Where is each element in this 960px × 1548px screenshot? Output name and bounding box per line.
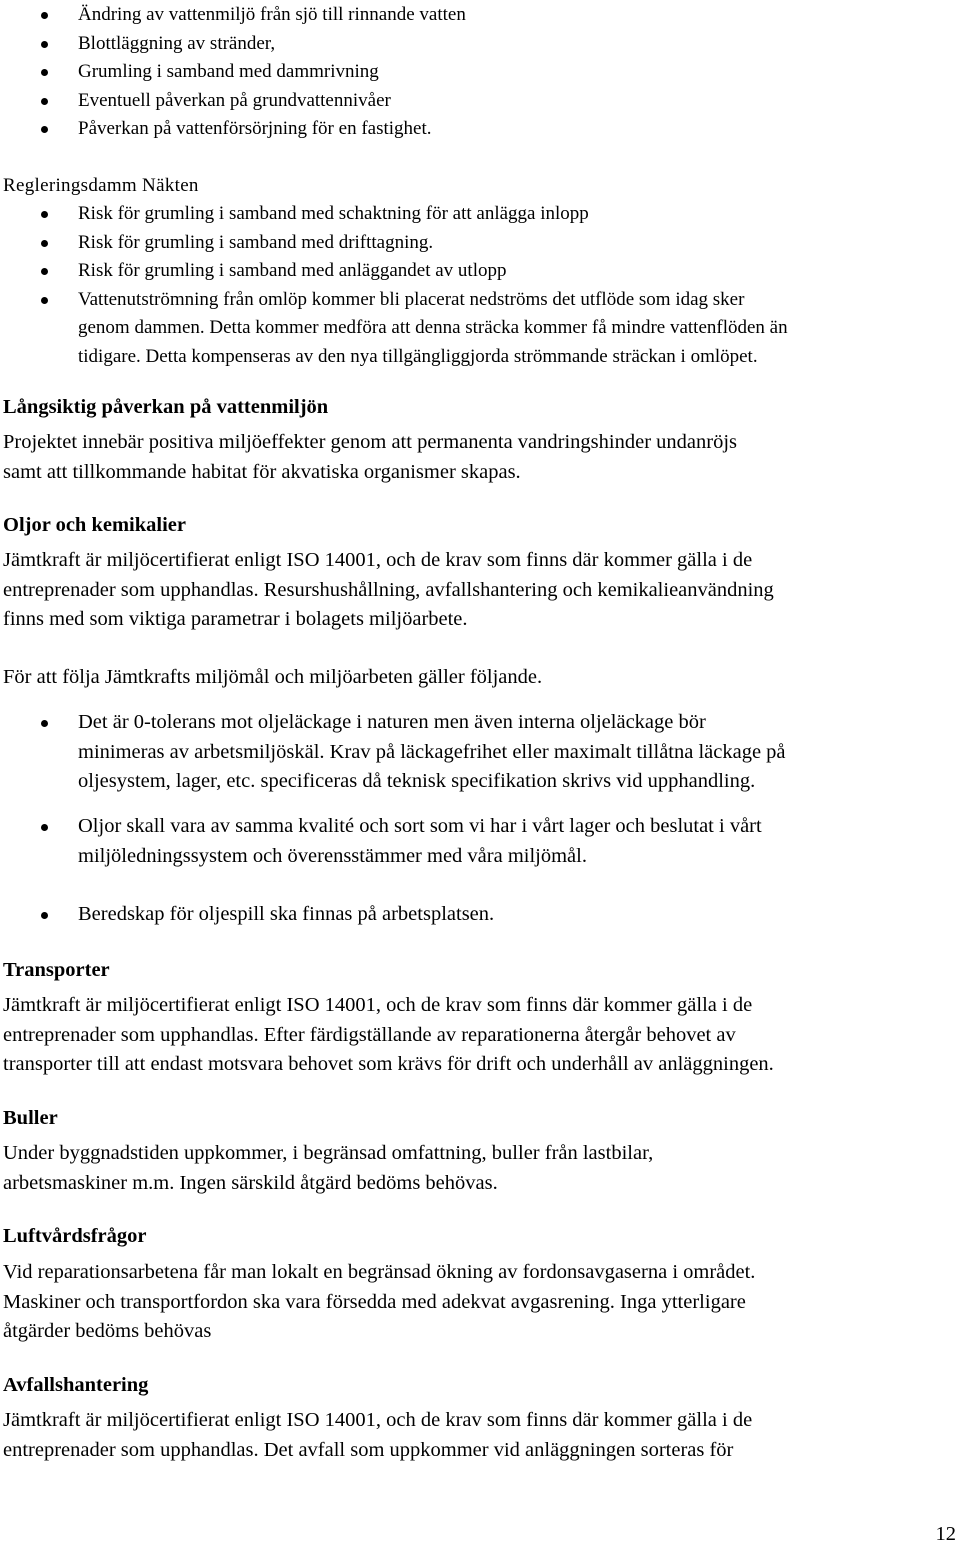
page-number: 12 [935, 1523, 956, 1545]
section-text-langsiktig: Projektet innebär positiva miljöeffekter genom att permanenta vandringshinder undanröjs samt att tillkommande habitat för akvatiska organismer skapas. [3, 431, 737, 483]
bullet-icon [41, 240, 48, 247]
section-text-avfall: Jämtkraft är miljöcertifierat enligt ISO 14001, och de krav som finns där kommer gälla i de entreprenader som upphandlas. Det avfall som uppkommer vid anläggningen sorteras för [3, 1409, 753, 1461]
bullet-icon [41, 297, 48, 304]
list-item: Risk för grumling i samband med schaktning för att anlägga inlopp [0, 200, 960, 229]
section-heading-luft: Luftvårdsfrågor [3, 1225, 147, 1247]
impact-list [0, 1, 960, 144]
list-item: Grumling i samband med dammrivning [0, 58, 960, 87]
bullet-icon [41, 126, 48, 133]
bullet-icon [41, 720, 48, 727]
bullet-icon [41, 69, 48, 76]
bullet-icon [41, 268, 48, 275]
section-heading-buller: Buller [3, 1107, 58, 1129]
bullet-icon [41, 824, 48, 831]
regleringsdamm-label: Regleringsdamm Näkten [3, 175, 199, 196]
section-text-buller: Under byggnadstiden uppkommer, i begränsad omfattning, buller från lastbilar, arbetsmaskiner m.m. Ingen särskild åtgärd bedöms behövas. [3, 1142, 654, 1194]
section-heading-langsiktig: Långsiktig påverkan på vattenmiljön [3, 396, 329, 418]
list-item: Risk för grumling i samband med drifttagning. [0, 229, 960, 258]
list-item: Beredskap för oljespill ska finnas på arbetsplatsen. [0, 900, 960, 930]
section-heading-transporter: Transporter [3, 959, 110, 981]
bullet-icon [41, 41, 48, 48]
regleringsdamm-list [0, 200, 960, 371]
list-item: Det är 0-tolerans mot oljeläckage i naturen men även interna oljeläckage bör minimeras av arbetsmiljöskäl. Krav på läckagefrihet eller maximalt tillåtna läckage på oljesystem, lager, etc. specificeras då teknisk specifikation skrivs vid upphandling. [0, 708, 960, 797]
section-intro-oljor: För att följa Jämtkrafts miljömål och miljöarbeten gäller följande. [3, 666, 543, 688]
section-text-transporter: Jämtkraft är miljöcertifierat enligt ISO 14001, och de krav som finns där kommer gälla i de entreprenader som upphandlas. Efter färdigställande av reparationerna återgår behovet av transporter till att endast motsvara behovet som krävs för drift och underhåll av anläggningen. [3, 994, 774, 1075]
oljor-requirements-list [0, 708, 960, 797]
list-item: Påverkan på vattenförsörjning för en fastighet. [0, 115, 960, 144]
list-item: Ändring av vattenmiljö från sjö till rinnande vatten [0, 1, 960, 30]
section-heading-avfall: Avfallshantering [3, 1374, 149, 1396]
list-item: Blottläggning av stränder, [0, 30, 960, 59]
bullet-icon [41, 912, 48, 919]
bullet-icon [41, 98, 48, 105]
list-item: Vattenutströmning från omlöp kommer bli placerat nedströms det utflöde som idag sker genom dammen. Detta kommer medföra att denna sträcka kommer få mindre vattenflöden än tidigare. Detta kompenseras av den nya tillgängliggjorda strömmande sträckan i omlöpet. [0, 286, 960, 372]
list-item: Risk för grumling i samband med anläggandet av utlopp [0, 257, 960, 286]
list-item: Oljor skall vara av samma kvalité och sort som vi har i vårt lager och beslutat i vårt miljöledningssystem och överensstämmer med våra miljömål. [0, 812, 960, 871]
section-text-luft: Vid reparationsarbetena får man lokalt en begränsad ökning av fordonsavgaserna i området. Maskiner och transportfordon ska vara försedda med adekvat avgasrening. Inga ytterligare åtgärder bedöms behövas [3, 1261, 756, 1342]
bullet-icon [41, 211, 48, 218]
oljor-requirements-list [0, 900, 960, 930]
section-text-oljor: Jämtkraft är miljöcertifierat enligt ISO 14001, och de krav som finns där kommer gälla i de entreprenader som upphandlas. Resurshushållning, avfallshantering och kemikalieanvändning finns med som viktiga parametrar i bolagets miljöarbete. [3, 549, 774, 630]
list-item: Eventuell påverkan på grundvattennivåer [0, 87, 960, 116]
section-heading-oljor: Oljor och kemikalier [3, 514, 186, 536]
oljor-requirements-list [0, 812, 960, 871]
bullet-icon [41, 12, 48, 19]
